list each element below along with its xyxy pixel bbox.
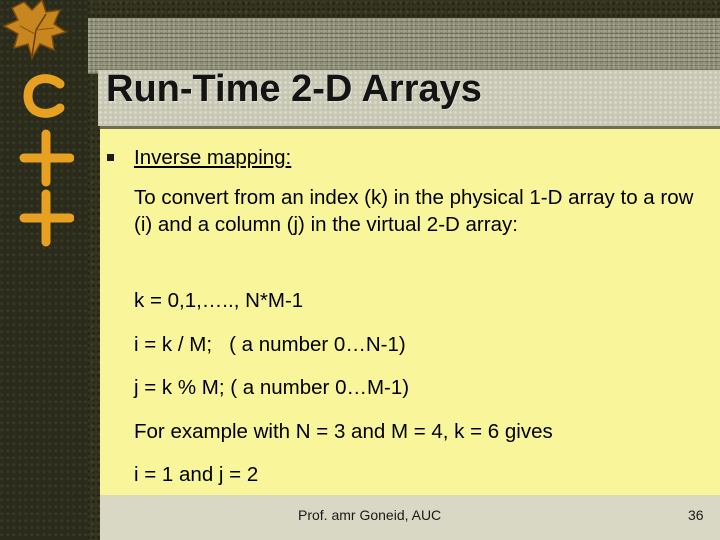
bullet-heading: Inverse mapping: [134, 146, 292, 169]
i-formula-line: i = k / M; ( a number 0…N-1) [134, 333, 406, 356]
example-line: For example with N = 3 and M = 4, k = 6 gives [134, 420, 553, 443]
autumn-leaf-icon [2, 0, 72, 62]
description-paragraph: To convert from an index (k) in the physical 1-D array to a row (i) and a column (j) in the virtual 2-D array: [134, 186, 694, 236]
footer-author: Prof. amr Goneid, AUC [298, 507, 442, 523]
cpp-logo-icon [18, 70, 74, 250]
k-range-line: k = 0,1,….., N*M-1 [134, 289, 304, 312]
left-decor-strip [0, 0, 88, 540]
top-texture-band [88, 18, 720, 74]
bullet-marker [107, 154, 114, 161]
page-number: 36 [688, 507, 704, 523]
slide-title: Run-Time 2-D Arrays [106, 68, 482, 110]
result-line: i = 1 and j = 2 [134, 463, 259, 486]
j-formula-line: j = k % M; ( a number 0…M-1) [134, 376, 410, 399]
